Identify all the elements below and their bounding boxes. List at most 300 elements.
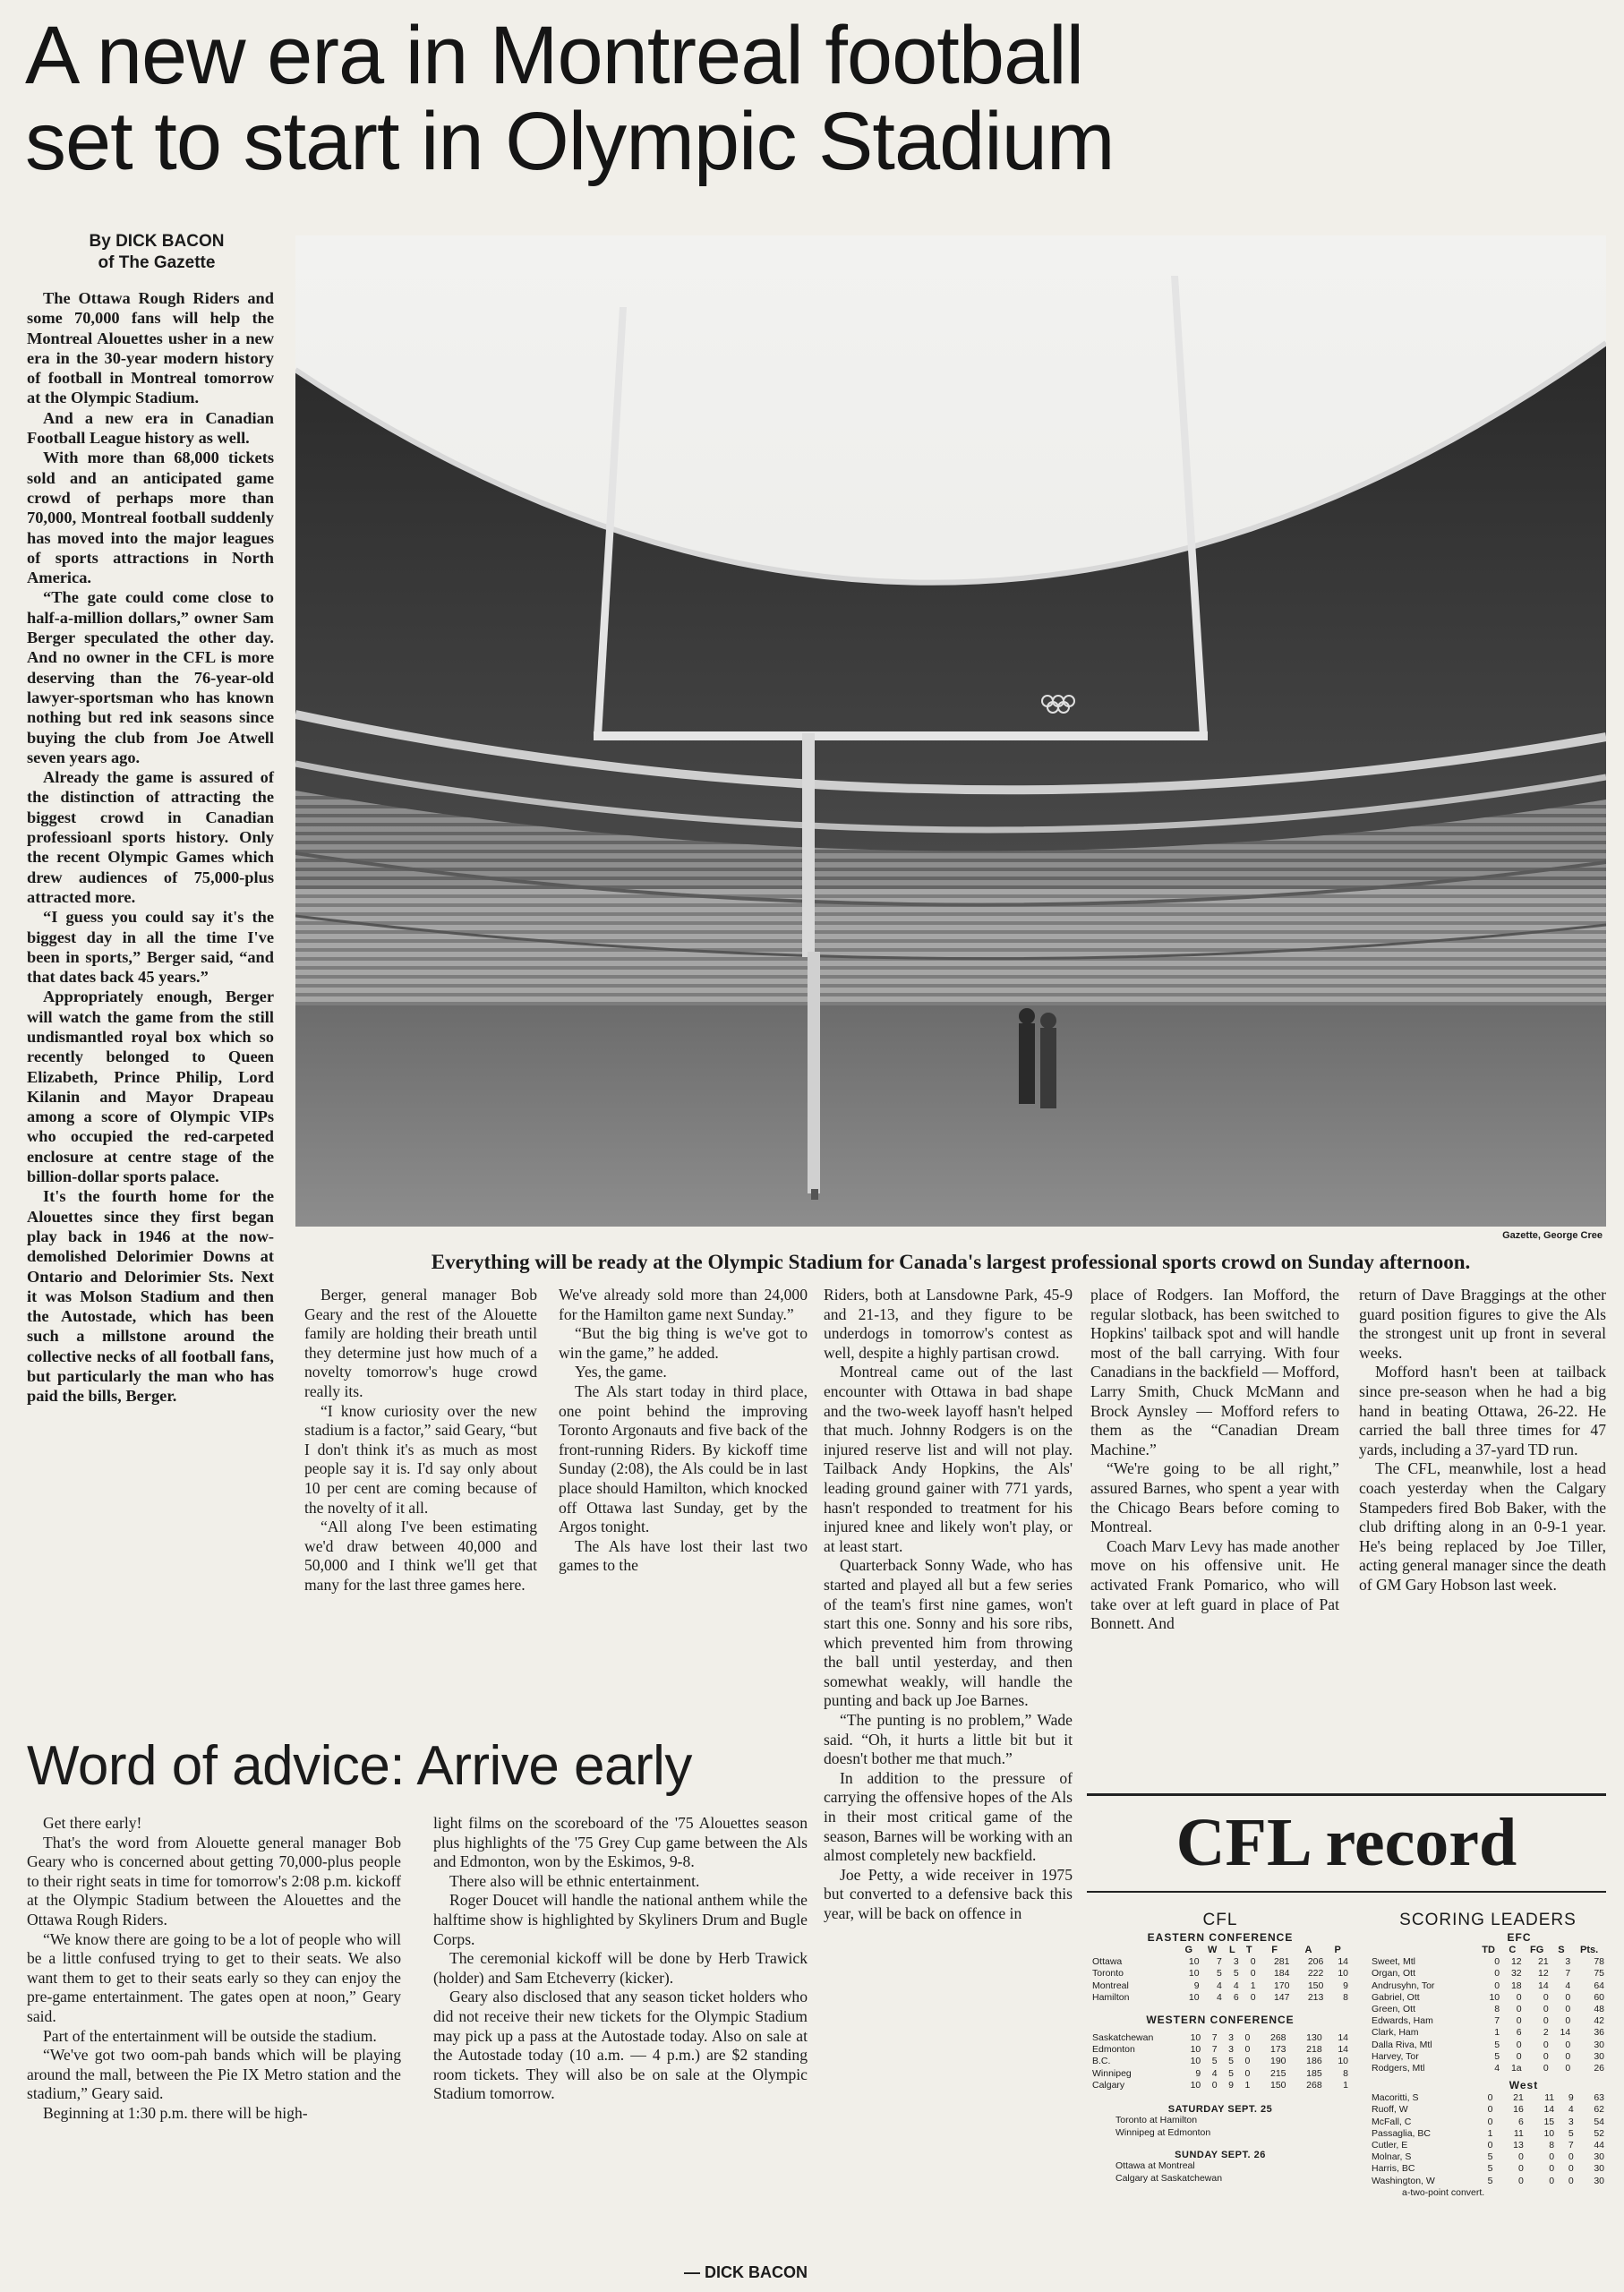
table-cell: 0 [1250, 1968, 1256, 1980]
col-header: S [1558, 1945, 1565, 1955]
table-cell: 0 [1549, 2175, 1555, 2186]
paragraph: And a new era in Canadian Football League history as well. [27, 408, 274, 448]
table-cell: 0 [1565, 2004, 1571, 2015]
table-cell-name: Clark, Ham [1372, 2027, 1419, 2039]
story-column-4 [824, 1286, 1073, 1924]
table-cell: 11 [1544, 2092, 1555, 2104]
table-cell: 3 [1568, 2116, 1574, 2127]
cfl-record-top-rule [1087, 1793, 1606, 1796]
table-cell: 0 [1543, 1991, 1549, 2003]
story-column-6 [1359, 1286, 1606, 1595]
table-cell: 4 [1233, 1980, 1239, 1991]
saturday-game: Toronto at Hamilton [1115, 2115, 1198, 2126]
table-cell-name: Washington, W [1372, 2175, 1435, 2186]
table-cell: 281 [1273, 1956, 1290, 1968]
table-cell: 5 [1217, 1968, 1222, 1980]
saturday-label: SATURDAY SEPT. 25 [1167, 2104, 1273, 2116]
table-cell: 1 [1250, 1980, 1256, 1991]
table-row [1090, 1956, 1350, 1968]
table-cell-name: Toronto [1092, 1968, 1124, 1980]
table-cell: 13 [1513, 2140, 1524, 2151]
table-cell: 0 [1543, 2015, 1549, 2027]
table-cell: 7 [1565, 1968, 1571, 1980]
paragraph: Yes, the game. [575, 1363, 667, 1381]
paragraph: The Ottawa Rough Riders and some 70,000 fans will help the Montreal Alouettes usher in a new era in the 30-year modern history of football in Montreal tomorrow at the Olympic Stadium. [27, 289, 274, 407]
west-label: West [1509, 2079, 1539, 2092]
table-cell-name: Andrusyhn, Tor [1372, 1980, 1435, 1991]
table-cell-name: Sweet, Mtl [1372, 1956, 1416, 1968]
table-cell: 5 [1487, 2163, 1493, 2175]
table-cell: 18 [1510, 1980, 1522, 1991]
table-cell: 14 [1560, 2027, 1571, 2039]
table-cell: 130 [1306, 2032, 1322, 2044]
table-cell: 10 [1338, 1968, 1348, 1980]
paragraph: “All along I've been estimating we'd draw between 40,000 and 50,000 and I think we'll get that many for the last three games here. [304, 1518, 537, 1594]
table-cell: 14 [1338, 2032, 1348, 2044]
eastern-conference-label: EASTERN CONFERENCE [1147, 1931, 1294, 1944]
table-cell: 10 [1190, 2079, 1201, 2091]
table-row [1090, 2056, 1350, 2067]
table-cell: 10 [1190, 2032, 1201, 2044]
table-cell: 3 [1228, 2044, 1234, 2056]
table-row [1090, 1992, 1350, 2004]
paragraph: Get there early! [43, 1814, 142, 1832]
table-cell: 14 [1338, 1956, 1348, 1968]
story-column-5 [1090, 1286, 1339, 1634]
table-row [1370, 2128, 1606, 2140]
table-row [1090, 1968, 1350, 1980]
table-cell: 30 [1594, 2151, 1604, 2163]
table-row [1370, 1980, 1606, 1992]
table-cell: 10 [1188, 1968, 1200, 1980]
paragraph: We've already sold more than 24,000 for the Hamilton game next Sunday.” [559, 1286, 808, 1323]
table-cell: 7 [1211, 2032, 1218, 2044]
table-cell-name: Montreal [1092, 1980, 1129, 1991]
table-cell: 5 [1494, 2050, 1500, 2062]
table-cell: 0 [1250, 1956, 1256, 1968]
table-cell: 0 [1244, 2067, 1251, 2079]
paragraph: “We know there are going to be a lot of people who will be a little confused trying to get to their seats. We also want them to get to their seats early so they can enjoy the pre-game entertainment. The gates open at noon,” Geary said. [27, 1929, 401, 2025]
table-cell: 0 [1549, 2163, 1555, 2175]
headline-line-2: set to start in Olympic Stadium [25, 96, 1115, 187]
table-cell: 10 [1338, 2056, 1348, 2067]
table-cell: 14 [1538, 1980, 1549, 1991]
photo-credit: Gazette, George Cree [1502, 1230, 1603, 1241]
paragraph: Mofford hasn't been at tailback since pre-season when he had a big hand in beating Ottawa, 26-22. He carried the ball three times for 47 yards, including a 37-yard TD run. [1359, 1363, 1606, 1458]
table-cell: 15 [1543, 2116, 1555, 2127]
table-cell: 0 [1244, 2032, 1251, 2044]
table-cell: 0 [1565, 2015, 1571, 2027]
table-cell: 5 [1233, 1968, 1239, 1980]
table-cell: 10 [1489, 1991, 1500, 2003]
table-cell: 2 [1543, 2027, 1549, 2039]
scoring-header-row [1370, 1945, 1606, 1956]
table-row [1370, 2117, 1606, 2128]
table-cell-name: Organ, Ott [1372, 1968, 1416, 1980]
table-cell: 0 [1516, 1991, 1522, 2003]
table-cell: 268 [1306, 2079, 1322, 2091]
story-column-1 [27, 288, 274, 1407]
table-cell-name: Edwards, Ham [1372, 2015, 1433, 2027]
eastern-standings-table [1090, 1945, 1350, 2004]
table-cell: 9 [1343, 1980, 1348, 1991]
western-standings-table [1090, 2032, 1350, 2091]
table-cell: 30 [1594, 2175, 1604, 2186]
table-cell-name: Ruoff, W [1372, 2104, 1408, 2116]
table-cell: 0 [1487, 2116, 1493, 2127]
headline [25, 10, 1601, 187]
table-cell: 26 [1594, 2063, 1604, 2074]
table-cell: 48 [1594, 2004, 1604, 2015]
table-cell: 0 [1516, 2039, 1522, 2050]
table-cell: 11 [1513, 2127, 1524, 2139]
table-cell-name: Saskatchewan [1092, 2032, 1154, 2044]
saturday-game: Winnipeg at Edmonton [1115, 2126, 1211, 2138]
table-cell: 30 [1594, 2163, 1604, 2175]
table-cell: 9 [1568, 2092, 1574, 2104]
paragraph: That's the word from Alouette general manager Bob Geary who is concerned about getting 70,000-plus people to their right seats in time for tomorrow's 2:08 p.m. kickoff at the Olympic Stadium between the Alouettes and the Ottawa Rough Riders. [27, 1833, 401, 1929]
table-cell-name: Ottawa [1092, 1956, 1123, 1968]
table-cell: 150 [1307, 1980, 1324, 1991]
table-cell: 1 [1343, 2079, 1348, 2091]
paragraph: Geary also disclosed that any season ticket holders who did not receive their new tickets for the Olympic Stadium may pick up a pass at the Autostade today. Also on sale at the Autostade today (10 a.m. — 4 p.m.) are $2 standing room tickets. They will also be on sale at the Olympic Stadium tomorrow. [433, 1988, 808, 2103]
byline-author: By DICK BACON [89, 232, 225, 251]
table-cell: 0 [1250, 1991, 1256, 2003]
table-cell: 3 [1233, 1956, 1239, 1968]
table-cell: 0 [1494, 1980, 1500, 1991]
sunday-game: Calgary at Saskatchewan [1115, 2172, 1223, 2184]
table-cell: 6 [1517, 2116, 1524, 2127]
table-cell: 14 [1338, 2044, 1348, 2056]
table-cell: 5 [1494, 2039, 1500, 2050]
table-row [1370, 2176, 1606, 2187]
table-cell: 9 [1195, 2067, 1201, 2079]
table-cell: 14 [1543, 2104, 1555, 2116]
table-row [1370, 2051, 1606, 2063]
efc-scoring-table [1370, 1945, 1606, 2074]
paragraph: Already the game is assured of the distinction of attracting the biggest crowd in Canadian professioanl sports history. Only the recent Olympic Games which drew audiences of 75,000-plus attracted more. [27, 768, 274, 906]
table-cell-name: Rodgers, Mtl [1372, 2063, 1425, 2074]
table-cell-name: Gabriel, Ott [1372, 1991, 1420, 2003]
paragraph: Part of the entertainment will be outside the stadium. [43, 2026, 377, 2045]
table-cell: 0 [1487, 2140, 1493, 2151]
table-cell: 185 [1306, 2067, 1322, 2079]
table-cell: 6 [1233, 1991, 1239, 2003]
sunday-label: SUNDAY SEPT. 26 [1175, 2150, 1266, 2161]
table-cell: 5 [1211, 2056, 1218, 2067]
table-cell: 5 [1487, 2151, 1493, 2163]
table-cell-name: Calgary [1092, 2079, 1125, 2091]
table-row [1370, 2027, 1606, 2039]
table-cell: 0 [1568, 2163, 1574, 2175]
advice-column-2 [433, 1814, 808, 2104]
table-row [1370, 2040, 1606, 2051]
table-row [1370, 2140, 1606, 2151]
table-cell: 5 [1228, 2056, 1234, 2067]
table-row [1090, 2068, 1350, 2080]
col-header: TD [1482, 1945, 1495, 1955]
table-cell: 9 [1193, 1980, 1200, 1991]
table-cell: 62 [1594, 2104, 1604, 2116]
table-cell: 12 [1510, 1956, 1522, 1968]
table-cell: 63 [1594, 2092, 1604, 2104]
table-cell: 147 [1273, 1991, 1290, 2003]
table-row [1370, 1968, 1606, 1980]
table-cell: 8 [1549, 2140, 1555, 2151]
paragraph: The Als start today in third place, one point behind the improving Toronto Argonauts and five back of the front-running Riders. By kickoff time Sunday (2:08), the Als could be in last place should Hamilton, which knocked off Ottawa last Sunday, get by the Argos tonight. [559, 1381, 808, 1536]
table-cell: 0 [1487, 2104, 1493, 2116]
paragraph: “We're going to be all right,” assured Barnes, who spent a year with the Chicago Bears before coming to Montreal. [1090, 1459, 1339, 1536]
table-row [1090, 2080, 1350, 2091]
paragraph: “But the big thing is we've got to win the game,” he added. [559, 1324, 808, 1362]
paragraph: Beginning at 1:30 p.m. there will be high- [43, 2103, 308, 2122]
table-cell: 16 [1513, 2104, 1524, 2116]
col-header: W [1208, 1945, 1218, 1955]
table-cell: 222 [1307, 1968, 1324, 1980]
paragraph: Coach Marv Levy has made another move on his offensive unit. He activated Frank Pomarico, who will take over at left guard in place of Pat Bonnett. And [1090, 1536, 1339, 1633]
table-cell-name: Harris, BC [1372, 2163, 1415, 2175]
table-cell: 213 [1307, 1991, 1324, 2003]
table-cell: 3 [1228, 2032, 1234, 2044]
table-cell: 7 [1494, 2015, 1500, 2027]
table-cell: 4 [1217, 1980, 1222, 1991]
west-scoring-table [1370, 2092, 1606, 2187]
table-cell: 8 [1494, 2004, 1500, 2015]
table-cell: 5 [1228, 2067, 1234, 2079]
story-column-2 [304, 1286, 537, 1595]
table-cell: 60 [1594, 1991, 1604, 2003]
col-header: T [1245, 1945, 1252, 1955]
advice-subhead: Word of advice: Arrive early [27, 1735, 692, 1797]
table-cell-name: Hamilton [1092, 1991, 1130, 2003]
table-cell: 170 [1273, 1980, 1290, 1991]
table-cell: 0 [1565, 2039, 1571, 2050]
western-conference-label: WESTERN CONFERENCE [1146, 2014, 1295, 2027]
table-row [1090, 2044, 1350, 2056]
table-row [1370, 2104, 1606, 2116]
table-row [1370, 1992, 1606, 2004]
headline-line-1: A new era in Montreal football [25, 10, 1084, 101]
table-cell: 0 [1494, 1968, 1500, 1980]
eastern-standings-rows [1090, 1956, 1350, 2004]
table-cell: 42 [1594, 2015, 1604, 2027]
table-cell: 0 [1517, 2163, 1524, 2175]
col-header: C [1509, 1945, 1517, 1955]
story-column-3 [559, 1286, 808, 1576]
paragraph: Berger, general manager Bob Geary and the rest of the Alouette family are holding their breath until they determine just how much of a novelty tomorrow's huge crowd really its. [304, 1286, 537, 1400]
paragraph: The Als have lost their last two games to the [559, 1536, 808, 1575]
table-row [1370, 2163, 1606, 2175]
table-cell-name: Edmonton [1092, 2044, 1135, 2056]
table-row [1090, 2032, 1350, 2044]
table-cell: 30 [1594, 2050, 1604, 2062]
col-header: L [1228, 1945, 1235, 1955]
stadium-photo-drawing [295, 235, 1606, 1227]
byline [27, 231, 286, 274]
table-cell: 8 [1343, 1991, 1348, 2003]
table-row [1370, 2151, 1606, 2163]
table-cell: 268 [1269, 2032, 1286, 2044]
table-cell: 0 [1543, 2039, 1549, 2050]
table-cell: 150 [1269, 2079, 1286, 2091]
paragraph: The ceremonial kickoff will be done by Herb Trawick (holder) and Sam Etcheverry (kicker). [433, 1949, 808, 1987]
table-row [1370, 2092, 1606, 2104]
table-cell: 6 [1516, 2027, 1522, 2039]
stadium-photo [295, 235, 1606, 1227]
table-cell: 21 [1538, 1956, 1549, 1968]
paragraph: Riders, both at Lansdowne Park, 45-9 and 21-13, and they figure to be underdogs in tomorrow's contest as well, despite a highly partisan crowd. [824, 1286, 1073, 1362]
table-cell: 0 [1244, 2056, 1251, 2067]
table-row [1370, 2063, 1606, 2074]
table-cell: 10 [1190, 2056, 1201, 2067]
advice-column-1 [27, 1814, 401, 2124]
cfl-record-title: CFL record [1175, 1805, 1517, 1880]
table-cell: 1 [1244, 2079, 1251, 2091]
table-cell: 54 [1594, 2116, 1604, 2127]
table-cell: 5 [1487, 2175, 1493, 2186]
table-cell: 0 [1543, 2050, 1549, 2062]
table-cell-name: McFall, C [1372, 2116, 1412, 2127]
byline-org: of The Gazette [98, 253, 216, 272]
table-cell: 4 [1565, 1980, 1571, 1991]
table-cell: 0 [1565, 2063, 1571, 2074]
paragraph: return of Dave Braggings at the other guard position figures to give the Als the strongest unit up front in several weeks. [1359, 1286, 1606, 1362]
table-cell: 1a [1510, 2063, 1522, 2074]
table-cell: 21 [1513, 2092, 1524, 2104]
table-cell: 12 [1538, 1968, 1549, 1980]
table-cell-name: Macoritti, S [1372, 2092, 1419, 2104]
table-cell: 0 [1517, 2151, 1524, 2163]
table-cell: 215 [1269, 2067, 1286, 2079]
efc-scoring-rows [1370, 1956, 1606, 2074]
table-cell: 186 [1306, 2056, 1322, 2067]
table-cell-name: Passaglia, BC [1372, 2127, 1431, 2139]
table-cell: 0 [1543, 2063, 1549, 2074]
paragraph: place of Rodgers. Ian Mofford, the regular slotback, has been switched to Hopkins' tailback spot and will handle most of the ball carrying. With four Canadians in the backfield — Mofford, Larry Smith, Chuck McMann and Brock Aynsley — Mofford refers to them as the “Canadian Dream Machine.” [1090, 1286, 1339, 1458]
table-cell: 0 [1494, 1956, 1500, 1968]
table-cell: 0 [1565, 1991, 1571, 2003]
paragraph: Montreal came out of the last encounter with Ottawa in bad shape and the two-week layoff hasn't helped that much. Johnny Rodgers is on the injured reserve list and will not play. Tailback Andy Hopkins, the Als' leading ground gainer with 771 yards, hasn't responded to treatment for his injured knee and likely won't play, or at least start. [824, 1363, 1073, 1555]
table-cell: 30 [1594, 2039, 1604, 2050]
paragraph: With more than 68,000 tickets sold and an anticipated game crowd of perhaps more than 70,000, Montreal football suddenly has moved into the major leagues of sports attractions in North America. [27, 449, 274, 587]
table-cell: 0 [1516, 2004, 1522, 2015]
table-cell-name: B.C. [1092, 2056, 1111, 2067]
table-cell-name: Winnipeg [1092, 2067, 1132, 2079]
cfl-record-bottom-rule [1087, 1891, 1606, 1893]
table-cell: 10 [1188, 1991, 1200, 2003]
col-header: F [1271, 1945, 1278, 1955]
west-scoring-rows [1370, 2092, 1606, 2187]
table-cell-name: Green, Ott [1372, 2004, 1416, 2015]
col-header: FG [1530, 1945, 1544, 1955]
table-cell: 0 [1244, 2044, 1251, 2056]
table-cell: 0 [1211, 2079, 1218, 2091]
table-cell: 0 [1516, 2050, 1522, 2062]
table-row [1370, 2004, 1606, 2015]
table-cell: 0 [1568, 2151, 1574, 2163]
table-cell: 10 [1190, 2044, 1201, 2056]
paragraph: “The punting is no problem,” Wade said. “Oh, it hurts a little bit but it doesn't bother me that much.” [824, 1711, 1073, 1768]
table-cell: 206 [1307, 1956, 1324, 1968]
table-cell: 10 [1188, 1956, 1200, 1968]
paragraph: Joe Petty, a wide receiver in 1975 but converted to a defensive back this year, will be back on offence in [824, 1865, 1073, 1922]
table-cell-name: Harvey, Tor [1372, 2050, 1419, 2062]
paragraph: “We've got two oom-pah bands which will be playing around the mall, between the Pie IX Metro station and the stadium,” Geary said. [27, 2046, 401, 2103]
paragraph: There also will be ethnic entertainment. [449, 1871, 700, 1890]
table-cell: 64 [1594, 1980, 1604, 1991]
scoring-leaders-title: SCORING LEADERS [1399, 1911, 1577, 1929]
table-cell: 78 [1594, 1956, 1604, 1968]
table-cell: 1 [1494, 2027, 1500, 2039]
table-cell: 0 [1568, 2175, 1574, 2186]
table-cell: 0 [1517, 2175, 1524, 2186]
table-cell: 0 [1549, 2151, 1555, 2163]
paragraph: “The gate could come close to half-a-million dollars,” owner Sam Berger speculated the other day. And no owner in the CFL is more deserving than the 76-year-old lawyer-sportsman who has known nothing but red ink seasons since buying the club from Joe Atwell seven years ago. [27, 588, 274, 766]
table-cell: 190 [1269, 2056, 1286, 2067]
table-cell: 4 [1211, 2067, 1218, 2079]
table-row [1370, 1956, 1606, 1968]
table-cell: 184 [1273, 1968, 1290, 1980]
table-cell: 75 [1594, 1968, 1604, 1980]
table-cell: 0 [1516, 2015, 1522, 2027]
cfl-standings [1090, 1911, 1350, 2185]
standings-header-row [1090, 1945, 1350, 1956]
table-cell-name: Molnar, S [1372, 2151, 1412, 2163]
col-header: Pts. [1580, 1945, 1599, 1955]
table-cell: 4 [1217, 1991, 1222, 2003]
table-cell: 1 [1487, 2127, 1493, 2139]
table-cell: 5 [1568, 2127, 1574, 2139]
table-cell: 32 [1510, 1968, 1522, 1980]
paragraph: “I know curiosity over the new stadium is a factor,” said Geary, “but I don't think it's as much as most people say it is. I'd say only about 10 per cent are coming because of the novelty of it all. [304, 1401, 537, 1517]
table-cell: 4 [1568, 2104, 1574, 2116]
table-cell: 52 [1594, 2127, 1604, 2139]
table-cell: 0 [1487, 2092, 1493, 2104]
table-cell: 7 [1217, 1956, 1222, 1968]
paragraph: light films on the scoreboard of the '75 Alouettes season plus highlights of the '75 Grey Cup game between the Als and Edmonton, won by the Eskimos, 9-8. [433, 1814, 808, 1871]
table-cell: 173 [1269, 2044, 1286, 2056]
table-cell: 0 [1565, 2050, 1571, 2062]
paragraph: The CFL, meanwhile, lost a head coach yesterday when the Calgary Stampeders fired Bob Baker, with the club drifting along in an 0-9-1 year. He's being replaced by Joe Tiller, acting general manager since the death of GM Gary Hobson last week. [1359, 1459, 1606, 1594]
sunday-game: Ottawa at Montreal [1115, 2160, 1195, 2172]
table-cell: 36 [1594, 2027, 1604, 2039]
standings-title: CFL [1202, 1911, 1238, 1929]
scoring-footnote: a-two-point convert. [1402, 2186, 1485, 2198]
table-cell: 8 [1343, 2067, 1348, 2079]
table-cell-name: Cutler, E [1372, 2140, 1408, 2151]
table-cell: 44 [1594, 2140, 1604, 2151]
photo-caption: Everything will be ready at the Olympic Stadium for Canada's largest professional sports crowd on Sunday afternoon. [431, 1251, 1471, 1273]
table-cell: 9 [1228, 2079, 1234, 2091]
paragraph: Roger Doucet will handle the national anthem while the halftime show is highlighted by Skyliners Drum and Bugle Corps. [433, 1891, 808, 1948]
col-header: P [1334, 1945, 1341, 1955]
col-header: A [1304, 1945, 1312, 1955]
advice-signoff: — DICK BACON [684, 2263, 808, 2281]
western-standings-rows [1090, 2032, 1350, 2091]
efc-label: EFC [1507, 1931, 1532, 1944]
table-cell-name: Dalla Riva, Mtl [1372, 2039, 1432, 2050]
col-header: G [1184, 1945, 1193, 1955]
paragraph: “I guess you could say it's the biggest day in all the time I've been in sports,” Berger said, “and that dates back 45 years.” [27, 908, 274, 987]
table-cell: 3 [1565, 1956, 1571, 1968]
table-row [1370, 2015, 1606, 2027]
scoring-leaders [1370, 1911, 1606, 2199]
table-cell: 7 [1211, 2044, 1218, 2056]
table-row [1090, 1980, 1350, 1992]
table-cell: 7 [1568, 2140, 1574, 2151]
paragraph: Quarterback Sonny Wade, who has started and played all but a few series of the team's first nine games, won't start this one. Sonny and his sore ribs, which prevented him from throwing the ball until yesterday, and then somewhat weakly, will handle the punting and back up Joe Barnes. [824, 1556, 1073, 1710]
table-cell: 218 [1306, 2044, 1322, 2056]
